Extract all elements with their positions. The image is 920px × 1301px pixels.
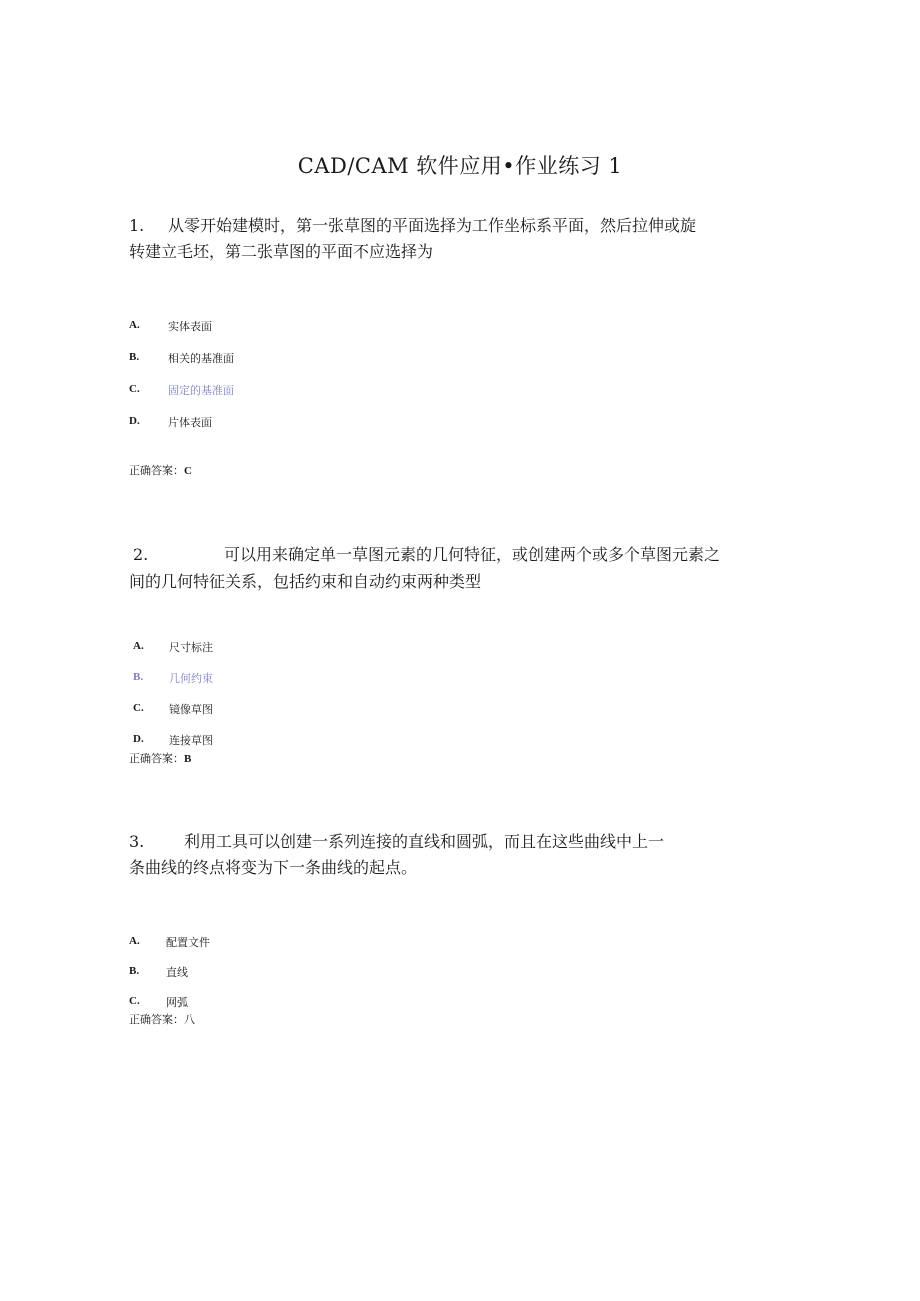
option-b-letter: B. xyxy=(133,671,144,683)
option-a-text: 配置文件 xyxy=(166,936,210,949)
option-a-letter: A. xyxy=(133,640,144,652)
option-c-letter: C. xyxy=(133,702,144,714)
option-b-text: 几何约束 xyxy=(169,672,213,685)
option-a-letter: A. xyxy=(129,319,140,331)
question-text-line-2: 条曲线的终点将变为下一条曲线的起点。 xyxy=(129,858,418,877)
option-c-letter: C. xyxy=(129,383,140,395)
correct-answer xyxy=(129,462,192,478)
answer-label: 正确答案： xyxy=(129,1013,184,1026)
answer-value: C xyxy=(184,465,192,477)
option-a-letter: A. xyxy=(129,935,140,947)
option-d-letter: D. xyxy=(129,415,140,427)
option-b-letter: B. xyxy=(129,351,140,363)
option-c-text: 固定的基准面 xyxy=(168,384,234,397)
correct-answer xyxy=(129,750,191,766)
answer-label: 正确答案： xyxy=(129,464,184,477)
answer-label: 正确答案： xyxy=(129,752,184,765)
correct-answer xyxy=(129,1011,195,1027)
answer-value: B xyxy=(184,753,192,765)
option-b-text: 直线 xyxy=(166,966,188,979)
question-number: 1. xyxy=(129,216,145,235)
option-c-text: 网弧 xyxy=(166,996,188,1009)
option-d-letter: D. xyxy=(133,733,144,745)
question-number: 2. xyxy=(133,545,149,564)
option-a-text: 尺寸标注 xyxy=(169,641,213,654)
option-c-letter: C. xyxy=(129,995,140,1007)
question-text-line-1: 利用工具可以创建一系列连接的直线和圆弧，而且在这些曲线中上一 xyxy=(184,832,665,851)
option-a-text: 实体表面 xyxy=(168,320,212,333)
document-title: CAD/CAM 软件应用•作业练习 1 xyxy=(297,154,623,178)
question-number: 3. xyxy=(129,832,145,851)
question-text-line-2: 间的几何特征关系，包括约束和自动约束两种类型 xyxy=(129,572,482,591)
answer-value: 八 xyxy=(184,1014,195,1026)
question-text-line-2: 转建立毛坯，第二张草图的平面不应选择为 xyxy=(129,242,434,261)
option-b-text: 相关的基准面 xyxy=(168,352,234,365)
question-text-line-1: 可以用来确定单一草图元素的几何特征，或创建两个或多个草图元素之 xyxy=(224,545,721,564)
option-d-text: 片体表面 xyxy=(168,416,212,429)
option-d-text: 连接草图 xyxy=(169,734,213,747)
option-c-text: 镜像草图 xyxy=(169,703,213,716)
question-text-line-1: 从零开始建模时，第一张草图的平面选择为工作坐标系平面，然后拉伸或旋 xyxy=(168,216,697,235)
option-b-letter: B. xyxy=(129,965,140,977)
